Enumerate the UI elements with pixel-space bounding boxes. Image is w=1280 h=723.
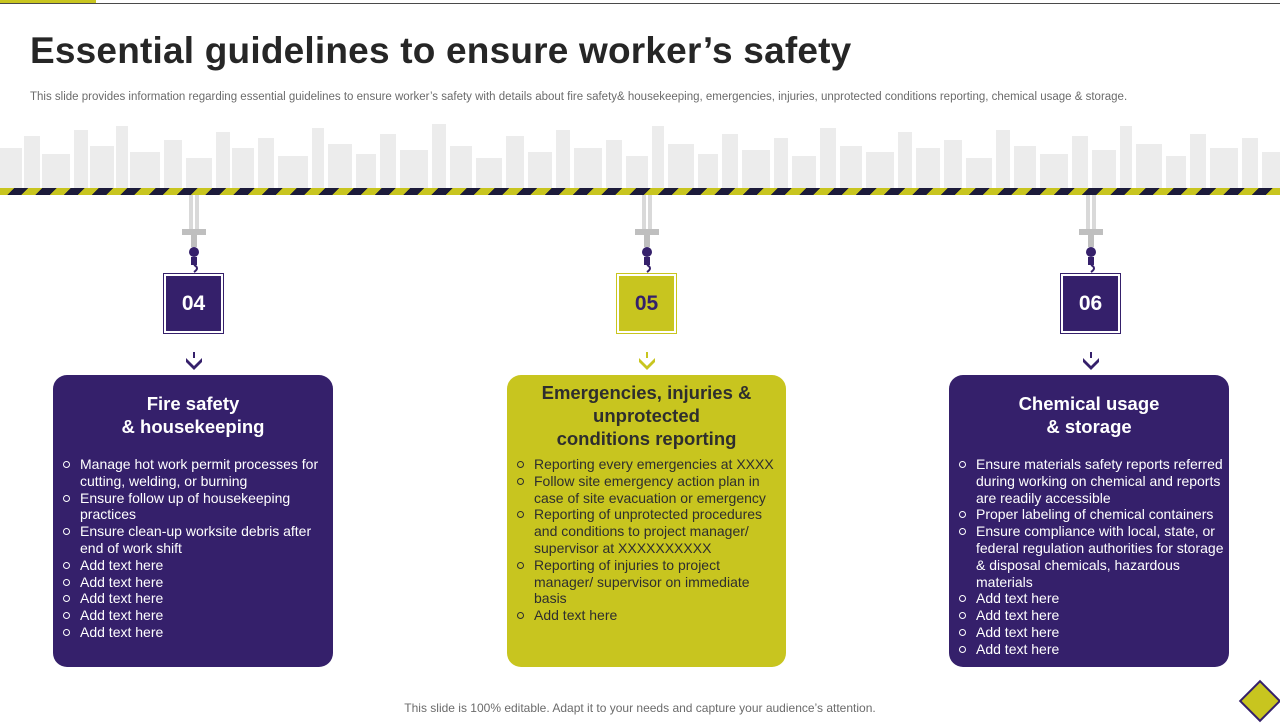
- list-item: Ensure follow up of housekeeping practices: [61, 490, 323, 524]
- top-divider: [0, 3, 1280, 4]
- slide-title: Essential guidelines to ensure worker’s safety: [30, 30, 852, 71]
- list-item: Add text here: [515, 607, 777, 624]
- chevron-down-icon: [186, 352, 202, 372]
- city-skyline-graphic: [0, 118, 1280, 190]
- list-item: Add text here: [61, 624, 323, 641]
- list-item: Add text here: [61, 557, 323, 574]
- list-item: Proper labeling of chemical containers: [957, 506, 1227, 523]
- footer-note: This slide is 100% editable. Adapt it to your needs and capture your audience’s attention.: [404, 701, 876, 715]
- list-item: Ensure materials safety reports referred during working on chemical and reports are readily accessible: [957, 456, 1227, 506]
- card-fire-safety: [53, 375, 333, 667]
- card-bullet-list: [515, 456, 777, 624]
- hook-icon: [164, 195, 224, 275]
- list-item: Add text here: [957, 641, 1227, 658]
- warning-diamond-icon: [1238, 679, 1280, 723]
- list-item: Reporting every emergencies at XXXX: [515, 456, 777, 473]
- card-title: Fire safety & housekeeping: [121, 393, 265, 437]
- list-item: Add text here: [957, 590, 1227, 607]
- list-item: Manage hot work permit processes for cutting, welding, or burning: [61, 456, 323, 490]
- chevron-down-icon: [639, 352, 655, 372]
- card-bullet-list: [61, 456, 323, 641]
- card-emergencies: [507, 375, 786, 667]
- list-item: Ensure compliance with local, state, or federal regulation authorities for storage & disposal chemicals, hazardous materials: [957, 523, 1227, 590]
- card-title: Emergencies, injuries & unprotected conditions reporting: [541, 382, 752, 449]
- list-item: Follow site emergency action plan in case of site evacuation or emergency: [515, 473, 777, 507]
- list-item: Add text here: [61, 590, 323, 607]
- card-chemical-usage: [949, 375, 1229, 667]
- list-item: Reporting of unprotected procedures and conditions to project manager/ supervisor at XXXXXXXXXX: [515, 506, 777, 556]
- slide-subtitle: This slide provides information regarding essential guidelines to ensure worker’s safety with details about fire safety& housekeeping, emergencies, injuries, unprotected conditions reporting, chemical usage & storage.: [30, 91, 1128, 103]
- list-item: Add text here: [61, 574, 323, 591]
- caution-tape: [0, 188, 1280, 195]
- hook-icon: [617, 195, 677, 275]
- list-item: Add text here: [957, 607, 1227, 624]
- card-title: Chemical usage & storage: [1018, 393, 1160, 437]
- hook-icon: [1061, 195, 1121, 275]
- step-number-06: 06: [1061, 274, 1120, 333]
- list-item: Ensure clean-up worksite debris after end of work shift: [61, 523, 323, 557]
- list-item: Add text here: [61, 607, 323, 624]
- step-number-04: 04: [164, 274, 223, 333]
- step-number-05: 05: [617, 274, 676, 333]
- card-bullet-list: [957, 456, 1227, 658]
- list-item: Add text here: [957, 624, 1227, 641]
- list-item: Reporting of injuries to project manager/ supervisor on immediate basis: [515, 557, 777, 607]
- chevron-down-icon: [1083, 352, 1099, 372]
